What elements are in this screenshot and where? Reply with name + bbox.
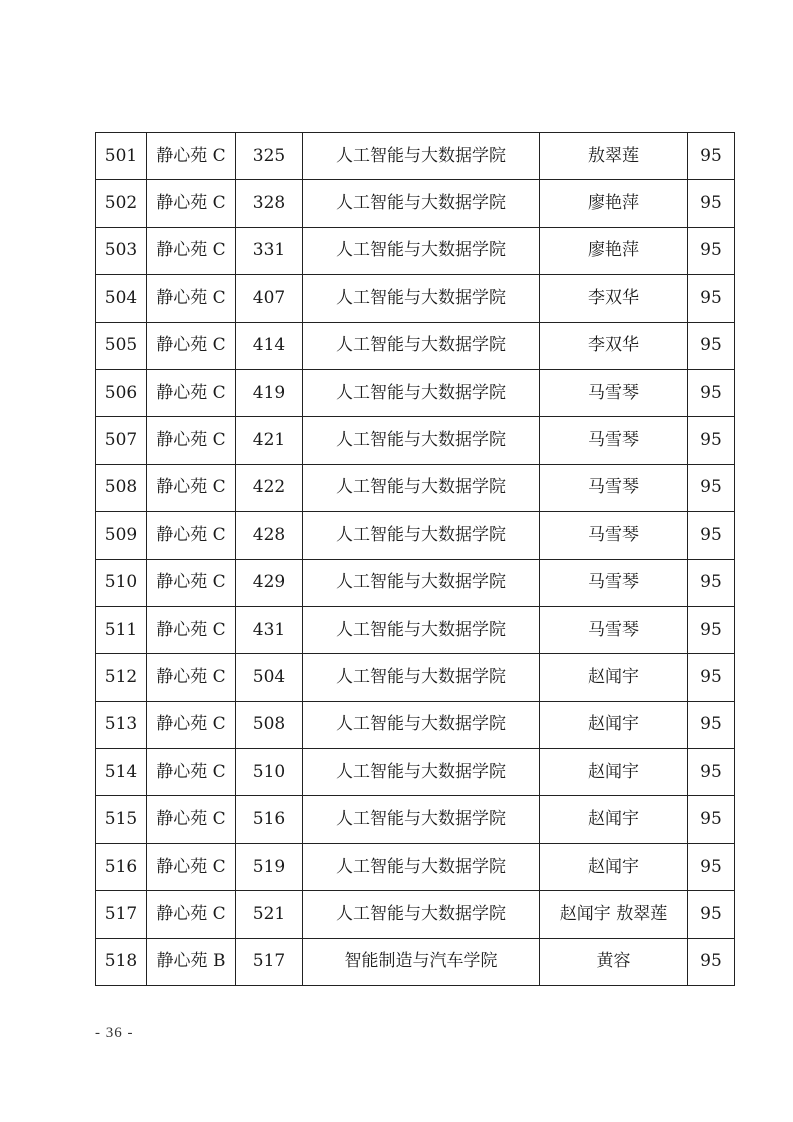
building-cell: 静心苑 C bbox=[147, 275, 236, 322]
room-number-cell: 325 bbox=[236, 133, 303, 180]
table-row bbox=[96, 322, 735, 369]
table-row bbox=[96, 606, 735, 653]
row-number-cell: 517 bbox=[96, 891, 147, 938]
table-row bbox=[96, 654, 735, 701]
college-cell: 人工智能与大数据学院 bbox=[303, 133, 540, 180]
room-number-cell: 419 bbox=[236, 369, 303, 416]
score-cell: 95 bbox=[688, 275, 735, 322]
building-cell: 静心苑 C bbox=[147, 464, 236, 511]
responsible-person-cell: 马雪琴 bbox=[540, 369, 688, 416]
score-cell: 95 bbox=[688, 512, 735, 559]
room-number-cell: 516 bbox=[236, 796, 303, 843]
row-number-cell: 511 bbox=[96, 606, 147, 653]
table-row bbox=[96, 369, 735, 416]
table-body bbox=[96, 133, 735, 986]
table-row bbox=[96, 417, 735, 464]
college-cell: 人工智能与大数据学院 bbox=[303, 749, 540, 796]
row-number-cell: 512 bbox=[96, 654, 147, 701]
responsible-person-cell: 赵闻宇 敖翠莲 bbox=[540, 891, 688, 938]
score-cell: 95 bbox=[688, 796, 735, 843]
building-cell: 静心苑 C bbox=[147, 843, 236, 890]
row-number-cell: 513 bbox=[96, 701, 147, 748]
table-row bbox=[96, 891, 735, 938]
score-cell: 95 bbox=[688, 369, 735, 416]
table-row bbox=[96, 227, 735, 274]
table-row bbox=[96, 938, 735, 985]
table-row bbox=[96, 275, 735, 322]
building-cell: 静心苑 B bbox=[147, 938, 236, 985]
score-cell: 95 bbox=[688, 938, 735, 985]
college-cell: 人工智能与大数据学院 bbox=[303, 369, 540, 416]
responsible-person-cell: 赵闻宇 bbox=[540, 843, 688, 890]
room-number-cell: 331 bbox=[236, 227, 303, 274]
room-number-cell: 510 bbox=[236, 749, 303, 796]
college-cell: 人工智能与大数据学院 bbox=[303, 843, 540, 890]
college-cell: 人工智能与大数据学院 bbox=[303, 654, 540, 701]
row-number-cell: 504 bbox=[96, 275, 147, 322]
row-number-cell: 514 bbox=[96, 749, 147, 796]
table-row bbox=[96, 180, 735, 227]
responsible-person-cell: 李双华 bbox=[540, 275, 688, 322]
building-cell: 静心苑 C bbox=[147, 701, 236, 748]
row-number-cell: 510 bbox=[96, 559, 147, 606]
score-cell: 95 bbox=[688, 843, 735, 890]
room-number-cell: 431 bbox=[236, 606, 303, 653]
room-number-cell: 407 bbox=[236, 275, 303, 322]
row-number-cell: 505 bbox=[96, 322, 147, 369]
table-row bbox=[96, 133, 735, 180]
responsible-person-cell: 马雪琴 bbox=[540, 464, 688, 511]
building-cell: 静心苑 C bbox=[147, 559, 236, 606]
room-number-cell: 428 bbox=[236, 512, 303, 559]
score-cell: 95 bbox=[688, 654, 735, 701]
building-cell: 静心苑 C bbox=[147, 417, 236, 464]
building-cell: 静心苑 C bbox=[147, 180, 236, 227]
score-cell: 95 bbox=[688, 749, 735, 796]
college-cell: 人工智能与大数据学院 bbox=[303, 275, 540, 322]
building-cell: 静心苑 C bbox=[147, 749, 236, 796]
building-cell: 静心苑 C bbox=[147, 796, 236, 843]
table-row bbox=[96, 796, 735, 843]
responsible-person-cell: 廖艳萍 bbox=[540, 180, 688, 227]
score-cell: 95 bbox=[688, 464, 735, 511]
college-cell: 人工智能与大数据学院 bbox=[303, 701, 540, 748]
building-cell: 静心苑 C bbox=[147, 654, 236, 701]
room-number-cell: 521 bbox=[236, 891, 303, 938]
responsible-person-cell: 敖翠莲 bbox=[540, 133, 688, 180]
table-row bbox=[96, 512, 735, 559]
table-row bbox=[96, 843, 735, 890]
college-cell: 人工智能与大数据学院 bbox=[303, 227, 540, 274]
table-row bbox=[96, 464, 735, 511]
responsible-person-cell: 赵闻宇 bbox=[540, 749, 688, 796]
room-number-cell: 508 bbox=[236, 701, 303, 748]
college-cell: 人工智能与大数据学院 bbox=[303, 796, 540, 843]
college-cell: 人工智能与大数据学院 bbox=[303, 891, 540, 938]
building-cell: 静心苑 C bbox=[147, 322, 236, 369]
row-number-cell: 507 bbox=[96, 417, 147, 464]
row-number-cell: 516 bbox=[96, 843, 147, 890]
row-number-cell: 515 bbox=[96, 796, 147, 843]
building-cell: 静心苑 C bbox=[147, 133, 236, 180]
responsible-person-cell: 廖艳萍 bbox=[540, 227, 688, 274]
college-cell: 人工智能与大数据学院 bbox=[303, 322, 540, 369]
row-number-cell: 502 bbox=[96, 180, 147, 227]
room-number-cell: 422 bbox=[236, 464, 303, 511]
table-row bbox=[96, 749, 735, 796]
college-cell: 人工智能与大数据学院 bbox=[303, 512, 540, 559]
responsible-person-cell: 李双华 bbox=[540, 322, 688, 369]
room-number-cell: 421 bbox=[236, 417, 303, 464]
score-cell: 95 bbox=[688, 417, 735, 464]
room-number-cell: 517 bbox=[236, 938, 303, 985]
room-number-cell: 429 bbox=[236, 559, 303, 606]
room-number-cell: 414 bbox=[236, 322, 303, 369]
score-cell: 95 bbox=[688, 133, 735, 180]
room-number-cell: 504 bbox=[236, 654, 303, 701]
inspection-table bbox=[95, 132, 735, 986]
score-cell: 95 bbox=[688, 559, 735, 606]
table-row bbox=[96, 701, 735, 748]
page-number: - 36 - bbox=[95, 1025, 134, 1041]
building-cell: 静心苑 C bbox=[147, 891, 236, 938]
score-cell: 95 bbox=[688, 227, 735, 274]
building-cell: 静心苑 C bbox=[147, 227, 236, 274]
college-cell: 人工智能与大数据学院 bbox=[303, 606, 540, 653]
table-row bbox=[96, 559, 735, 606]
room-number-cell: 519 bbox=[236, 843, 303, 890]
building-cell: 静心苑 C bbox=[147, 512, 236, 559]
row-number-cell: 501 bbox=[96, 133, 147, 180]
responsible-person-cell: 马雪琴 bbox=[540, 559, 688, 606]
row-number-cell: 518 bbox=[96, 938, 147, 985]
responsible-person-cell: 黄容 bbox=[540, 938, 688, 985]
responsible-person-cell: 马雪琴 bbox=[540, 512, 688, 559]
college-cell: 智能制造与汽车学院 bbox=[303, 938, 540, 985]
row-number-cell: 509 bbox=[96, 512, 147, 559]
row-number-cell: 508 bbox=[96, 464, 147, 511]
responsible-person-cell: 马雪琴 bbox=[540, 417, 688, 464]
responsible-person-cell: 赵闻宇 bbox=[540, 796, 688, 843]
responsible-person-cell: 赵闻宇 bbox=[540, 654, 688, 701]
score-cell: 95 bbox=[688, 701, 735, 748]
responsible-person-cell: 马雪琴 bbox=[540, 606, 688, 653]
college-cell: 人工智能与大数据学院 bbox=[303, 464, 540, 511]
row-number-cell: 506 bbox=[96, 369, 147, 416]
college-cell: 人工智能与大数据学院 bbox=[303, 559, 540, 606]
score-cell: 95 bbox=[688, 606, 735, 653]
college-cell: 人工智能与大数据学院 bbox=[303, 180, 540, 227]
building-cell: 静心苑 C bbox=[147, 369, 236, 416]
score-cell: 95 bbox=[688, 891, 735, 938]
room-number-cell: 328 bbox=[236, 180, 303, 227]
score-cell: 95 bbox=[688, 322, 735, 369]
row-number-cell: 503 bbox=[96, 227, 147, 274]
building-cell: 静心苑 C bbox=[147, 606, 236, 653]
college-cell: 人工智能与大数据学院 bbox=[303, 417, 540, 464]
score-cell: 95 bbox=[688, 180, 735, 227]
responsible-person-cell: 赵闻宇 bbox=[540, 701, 688, 748]
